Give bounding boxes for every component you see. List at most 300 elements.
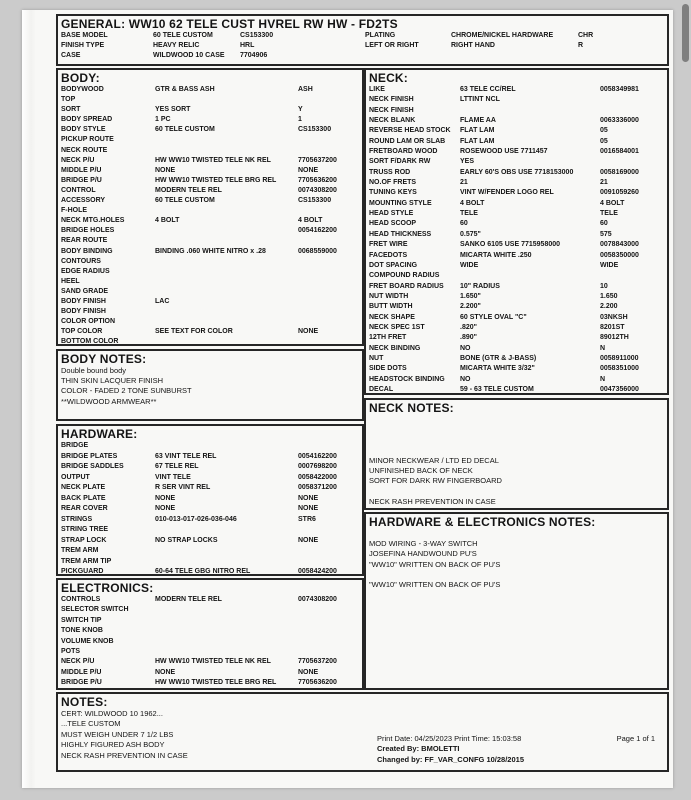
spec-value	[155, 647, 298, 657]
spec-code: 0058371200	[298, 484, 337, 491]
general-title: GENERAL: WW10 62 TELE CUST HVREL RW HW - FD2TS	[61, 17, 398, 31]
note-line: COLOR - FADED 2 TONE SUNBURST	[61, 386, 192, 396]
spec-value	[460, 106, 600, 116]
spec-label: TRUSS ROD	[369, 168, 411, 176]
spec-row	[369, 230, 664, 240]
spec-label: SORT F/DARK RW	[369, 158, 431, 166]
spec-code: 7705636200	[298, 679, 337, 687]
spec-row	[61, 494, 359, 505]
spec-row	[61, 105, 359, 115]
spec-label: TONE KNOB	[61, 627, 103, 635]
spec-value: MICARTA WHITE 3/32"	[460, 365, 535, 373]
spec-value: LAC	[155, 297, 170, 305]
body-notes-section	[56, 349, 364, 421]
note-line: HIGHLY FIGURED ASH BODY	[61, 740, 165, 750]
spec-code: 0058424200	[298, 568, 337, 575]
spec-value: 63 VINT TELE REL	[155, 452, 217, 460]
note-line: SORT FOR DARK RW FINGERBOARD	[369, 476, 502, 486]
spec-value	[155, 337, 298, 346]
spec-code: 4 BOLT	[600, 199, 625, 207]
spec-label: HEAD THICKNESS	[369, 230, 432, 238]
spec-row	[61, 85, 359, 95]
spec-row	[61, 115, 359, 125]
spec-row	[61, 504, 359, 515]
spec-value: RIGHT HAND	[451, 42, 495, 49]
spec-code: 0047356000	[600, 385, 639, 393]
spec-value: BONE (GTR & J-BASS)	[460, 354, 537, 362]
spec-value: R SER VINT REL	[155, 484, 211, 491]
notes-title: NOTES:	[61, 695, 108, 709]
spec-code	[298, 146, 359, 156]
spec-row	[61, 297, 359, 307]
spec-label: NECK PLATE	[61, 484, 106, 491]
spec-value	[155, 317, 298, 327]
spec-label: NECK P/U	[61, 658, 95, 666]
spec-code: HRL	[240, 42, 255, 49]
spec-row	[61, 647, 359, 657]
spec-value	[155, 616, 298, 626]
spec-label: CASE	[61, 52, 81, 59]
spec-label: PICKUP ROUTE	[61, 136, 114, 144]
spec-code: 0054162200	[298, 227, 337, 235]
spec-row	[369, 375, 664, 385]
spec-label: HEAD STYLE	[369, 210, 414, 218]
spec-code	[298, 277, 359, 287]
spec-row	[61, 441, 359, 452]
spec-row	[61, 605, 359, 615]
spec-row	[61, 678, 359, 688]
spec-value: 21	[460, 179, 468, 187]
spec-label: BODY BINDING	[61, 247, 113, 255]
spec-code: WIDE	[600, 261, 619, 269]
spec-code: N	[600, 375, 606, 383]
spec-code: 0074308200	[298, 596, 337, 603]
spec-label: STRINGS	[61, 515, 93, 523]
spec-label: F-HOLE	[61, 207, 88, 215]
spec-sheet	[56, 14, 669, 774]
spec-code	[298, 525, 359, 536]
spec-value: 1.650"	[460, 292, 481, 300]
spec-value: 4 BOLT	[460, 199, 485, 207]
spec-value: SANKO 6105 USE 7715958000	[460, 241, 561, 249]
spec-code: ASH	[298, 86, 313, 93]
spec-label: BACK PLATE	[61, 494, 106, 502]
spec-code: 7705637200	[298, 658, 337, 666]
spec-value	[155, 626, 298, 636]
spec-label: REAR COVER	[61, 505, 108, 512]
spec-code: 8201ST	[600, 323, 625, 331]
spec-value: .890"	[460, 334, 477, 342]
spec-label: BOTTOM COLOR	[61, 338, 119, 346]
spec-value	[155, 146, 298, 156]
spec-code	[298, 297, 359, 307]
spec-row	[61, 95, 359, 105]
note-line: THIN SKIN LACQUER FINISH	[61, 376, 164, 386]
note-line: "WW10" WRITTEN ON BACK OF PU'S	[369, 559, 501, 569]
spec-row	[369, 385, 664, 395]
spec-value: HW WW10 TWISTED TELE BRG REL	[155, 679, 277, 687]
note-line	[369, 486, 664, 496]
spec-label: NECK FINISH	[369, 106, 414, 114]
spec-row	[365, 31, 664, 41]
spec-label: BASE MODEL	[61, 32, 108, 39]
spec-label: BRIDGE P/U	[61, 679, 102, 687]
spec-row	[61, 483, 359, 494]
spec-code: 1	[298, 116, 302, 124]
note-line: NECK RASH PREVENTION IN CASE	[369, 496, 496, 506]
spec-row	[61, 277, 359, 287]
spec-code: 0091059260	[600, 189, 639, 197]
spec-row	[369, 85, 664, 95]
spec-value: FLAME AA	[460, 117, 496, 125]
spec-label: SIDE DOTS	[369, 365, 407, 373]
spec-code: 7704906	[240, 52, 268, 59]
spec-code: 0054162200	[298, 452, 337, 460]
document-page	[22, 10, 673, 788]
general-columns	[61, 31, 664, 61]
spec-row	[365, 41, 664, 51]
spec-code	[298, 557, 359, 568]
spec-code	[600, 271, 664, 281]
spec-code: NONE	[298, 328, 319, 336]
spec-code	[298, 307, 359, 317]
spec-label: FRET WIRE	[369, 241, 408, 249]
spec-label: TOP COLOR	[61, 328, 103, 336]
spec-value	[155, 441, 298, 452]
spec-row	[61, 236, 359, 246]
spec-value: .820"	[460, 323, 477, 331]
spec-value: YES SORT	[155, 106, 191, 114]
spec-row	[61, 616, 359, 626]
general-right-rows	[365, 31, 664, 61]
spec-value: 4 BOLT	[155, 217, 180, 225]
spec-value	[155, 257, 298, 267]
spec-row	[369, 106, 664, 116]
spec-row	[369, 116, 664, 126]
spec-value: ROSEWOOD USE 7711457	[460, 148, 548, 156]
spec-row	[369, 126, 664, 136]
spec-value: FLAT LAM	[460, 137, 495, 145]
spec-label: SELECTOR SWITCH	[61, 606, 129, 614]
spec-row	[369, 95, 664, 105]
note-line: MINOR NECKWEAR / LTD ED DECAL	[369, 455, 499, 465]
spec-label: CONTOURS	[61, 257, 101, 265]
spec-row	[369, 147, 664, 157]
spec-code	[298, 605, 359, 615]
spec-value	[155, 135, 298, 145]
spec-row	[369, 282, 664, 292]
spec-code: 0058422000	[298, 473, 337, 481]
spec-code: 03NKSH	[600, 313, 628, 321]
spec-code: NONE	[298, 505, 319, 512]
spec-label: STRAP LOCK	[61, 536, 107, 544]
spec-value	[155, 226, 298, 236]
spec-code: 575	[600, 230, 612, 238]
spec-label: VOLUME KNOB	[61, 637, 114, 645]
spec-row	[61, 657, 359, 667]
spec-label: NECK FINISH	[369, 96, 414, 104]
scrollbar-thumb[interactable]	[682, 4, 689, 62]
hardware-electronics-notes-section	[364, 512, 669, 690]
spec-code: 60	[600, 220, 608, 228]
spec-value: CHROME/NICKEL HARDWARE	[451, 32, 554, 39]
spec-row	[369, 271, 664, 281]
note-line: UNFINISHED BACK OF NECK	[369, 466, 473, 476]
page-number-text: Page 1 of 1	[616, 733, 655, 743]
spec-value	[155, 546, 298, 557]
spec-row	[61, 536, 359, 547]
spec-row	[369, 261, 664, 271]
spec-value: YES	[460, 158, 475, 166]
spec-code	[298, 267, 359, 277]
print-footer	[377, 734, 655, 766]
neck-rows	[369, 85, 664, 395]
spec-row	[369, 251, 664, 261]
spec-row	[61, 196, 359, 206]
spec-row	[369, 157, 664, 167]
spec-label: CONTROLS	[61, 596, 101, 603]
changed-by-text: Changed by: FF_VAR_CONFG 10/28/2015	[377, 754, 524, 764]
spec-value: 60 STYLE OVAL "C"	[460, 313, 527, 321]
notes-section	[56, 692, 669, 772]
spec-code	[298, 546, 359, 557]
spec-label: DOT SPACING	[369, 261, 418, 269]
spec-value: MODERN TELE REL	[155, 596, 222, 603]
spec-row	[61, 337, 359, 346]
created-by-text: Created By: BMOLETTI	[377, 744, 460, 753]
spec-row	[369, 313, 664, 323]
spec-value: LTTINT NCL	[460, 96, 500, 104]
spec-value: NO	[460, 344, 471, 352]
spec-label: TUNING KEYS	[369, 189, 417, 197]
spec-value: NO	[460, 375, 471, 383]
spec-code	[298, 135, 359, 145]
spec-label: SWITCH TIP	[61, 616, 102, 624]
spec-label: NECK SHAPE	[369, 313, 415, 321]
body-section	[56, 68, 364, 346]
spec-value: 60-64 TELE GBG NITRO REL	[155, 568, 251, 575]
spec-code	[298, 206, 359, 216]
note-line	[369, 415, 664, 425]
spec-label: STRING TREE	[61, 526, 109, 533]
spec-value: WIDE	[460, 261, 479, 269]
spec-label: NUT	[369, 354, 384, 362]
spec-code: 2.200	[600, 303, 618, 311]
spec-value	[155, 605, 298, 615]
spec-row	[61, 257, 359, 267]
spec-row	[61, 452, 359, 463]
spec-row	[61, 216, 359, 226]
spec-row	[61, 287, 359, 297]
spec-value: NO STRAP LOCKS	[155, 536, 218, 544]
spec-label: ROUND LAM OR SLAB	[369, 137, 446, 145]
spec-code	[298, 287, 359, 297]
spec-row	[61, 327, 359, 337]
footer-print-row	[377, 734, 655, 745]
spec-row	[61, 135, 359, 145]
spec-label: COMPOUND RADIUS	[369, 272, 440, 280]
spec-code: 0074308200	[298, 186, 337, 194]
body-notes-lines	[61, 366, 359, 407]
spec-code: 05	[600, 127, 608, 135]
spec-label: MIDDLE P/U	[61, 166, 102, 174]
spec-row	[61, 146, 359, 156]
electronics-title: ELECTRONICS:	[61, 581, 154, 595]
spec-label: BRIDGE HOLES	[61, 227, 115, 235]
spec-code	[298, 257, 359, 267]
spec-label: NECK BINDING	[369, 344, 421, 352]
spec-code: 0063336000	[600, 117, 639, 125]
spec-code: Y	[298, 106, 303, 114]
spec-value: 2.200"	[460, 303, 481, 311]
spec-code: 0058349981	[600, 86, 639, 93]
spec-value: 0.575"	[460, 230, 481, 238]
general-left-rows	[61, 31, 365, 61]
spec-label: FACEDOTS	[369, 251, 408, 259]
spec-label: TREM ARM TIP	[61, 557, 112, 565]
spec-code: 0058911000	[600, 354, 639, 362]
note-line: NECK RASH PREVENTION IN CASE	[61, 750, 188, 760]
spec-label: HEAD SCOOP	[369, 220, 417, 228]
spec-code	[600, 157, 664, 167]
spec-code	[600, 106, 664, 116]
spec-value	[155, 525, 298, 536]
spec-code: 0016584001	[600, 148, 639, 156]
spec-row	[61, 525, 359, 536]
spec-row	[61, 546, 359, 557]
neck-notes-title: NECK NOTES:	[369, 401, 454, 415]
spec-row	[61, 515, 359, 526]
spec-label: NECK SPEC 1ST	[369, 323, 425, 331]
spec-label: PICKGUARD	[61, 568, 104, 575]
spec-row	[61, 567, 359, 576]
spec-value: 1 PC	[155, 116, 171, 124]
spec-label: SAND GRADE	[61, 287, 109, 295]
spec-code: 10	[600, 282, 608, 290]
hardware-electronics-notes-lines	[369, 529, 664, 590]
spec-code: 7705637200	[298, 156, 337, 164]
spec-row	[369, 137, 664, 147]
spec-value	[155, 287, 298, 297]
spec-value	[155, 236, 298, 246]
spec-code: CS153300	[298, 197, 332, 205]
note-line: MUST WEIGH UNDER 7 1/2 LBS	[61, 729, 174, 739]
spec-row	[369, 219, 664, 229]
spec-label: BUTT WIDTH	[369, 303, 413, 311]
spec-row	[61, 557, 359, 568]
spec-code	[298, 647, 359, 657]
spec-code: 0058169000	[600, 168, 639, 176]
spec-label: PLATING	[365, 32, 396, 39]
spec-value	[155, 267, 298, 277]
spec-value: TELE	[460, 210, 478, 218]
spec-value: 60 TELE CUSTOM	[155, 197, 215, 205]
spec-code: 05	[600, 137, 608, 145]
spec-code: 1.650	[600, 292, 618, 300]
spec-code: NONE	[298, 166, 319, 174]
spec-row	[61, 186, 359, 196]
spec-row	[369, 199, 664, 209]
note-line: Double bound body	[61, 366, 127, 375]
spec-code: 21	[600, 179, 608, 187]
spec-value: HW WW10 TWISTED TELE NK REL	[155, 156, 271, 164]
spec-label: BODYWOOD	[61, 86, 104, 93]
hardware-electronics-notes-title: HARDWARE & ELECTRONICS NOTES:	[369, 515, 596, 529]
spec-label: BRIDGE SADDLES	[61, 463, 124, 470]
spec-label: TREM ARM	[61, 547, 99, 554]
spec-row	[369, 168, 664, 178]
spec-label: BODY SPREAD	[61, 116, 113, 124]
hardware-title: HARDWARE:	[61, 427, 138, 441]
spec-code: CS153300	[298, 126, 332, 134]
spec-code: 0068559000	[298, 247, 337, 255]
spec-code: CHR	[578, 32, 594, 39]
spec-row	[369, 209, 664, 219]
spec-label: LIKE	[369, 86, 385, 93]
spec-label: EDGE RADIUS	[61, 267, 110, 275]
spec-row	[61, 595, 359, 605]
spec-label: ACCESSORY	[61, 197, 106, 205]
spec-code: 0078843000	[600, 241, 639, 249]
spec-label: REVERSE HEAD STOCK	[369, 127, 451, 135]
spec-label: MOUNTING STYLE	[369, 199, 432, 207]
spec-value: EARLY 60'S OBS USE 7718153000	[460, 168, 574, 176]
spec-code	[298, 95, 359, 105]
spec-value: GTR & BASS ASH	[155, 86, 215, 93]
spec-row	[61, 176, 359, 186]
spec-code: N	[600, 344, 606, 352]
spec-code: 4 BOLT	[298, 217, 323, 225]
hardware-section	[56, 424, 364, 576]
spec-value: NONE	[155, 166, 176, 174]
spec-row	[61, 226, 359, 236]
spec-row	[61, 317, 359, 327]
spec-label: NECK ROUTE	[61, 146, 108, 154]
spec-value: NONE	[155, 668, 176, 676]
spec-value: FLAT LAM	[460, 127, 495, 135]
spec-value: WILDWOOD 10 CASE	[153, 52, 225, 59]
spec-label: REAR ROUTE	[61, 237, 108, 245]
spec-code: 0007698200	[298, 463, 337, 470]
print-date-text: Print Date: 04/25/2023 Print Time: 15:03:58	[377, 733, 522, 743]
general-section	[56, 14, 669, 66]
spec-value: MODERN TELE REL	[155, 186, 222, 194]
spec-value	[155, 95, 298, 105]
spec-code: NONE	[298, 536, 319, 544]
note-line	[369, 435, 664, 445]
spec-label: NECK MTG.HOLES	[61, 217, 125, 225]
note-line	[369, 570, 664, 580]
spec-label: BRIDGE	[61, 442, 89, 449]
spec-label: BODY FINISH	[61, 308, 106, 316]
neck-title: NECK:	[369, 71, 408, 85]
spec-code: 7705636200	[298, 176, 337, 184]
spec-label: FRET BOARD RADIUS	[369, 282, 444, 290]
spec-label: HEEL	[61, 277, 80, 285]
spec-row	[369, 323, 664, 333]
spec-row	[369, 292, 664, 302]
spec-value: BINDING .060 WHITE NITRO x .28	[155, 247, 266, 255]
spec-value: 59 - 63 TELE CUSTOM	[460, 385, 534, 393]
note-line: "WW10" WRITTEN ON BACK OF PU'S	[369, 580, 501, 590]
spec-code: CS153300	[240, 32, 274, 39]
spec-label: LEFT OR RIGHT	[365, 42, 419, 49]
spec-label: COLOR OPTION	[61, 318, 116, 326]
spec-row	[61, 462, 359, 473]
spec-code: TELE	[600, 210, 618, 218]
spec-row	[369, 364, 664, 374]
spec-label: NUT WIDTH	[369, 292, 409, 300]
